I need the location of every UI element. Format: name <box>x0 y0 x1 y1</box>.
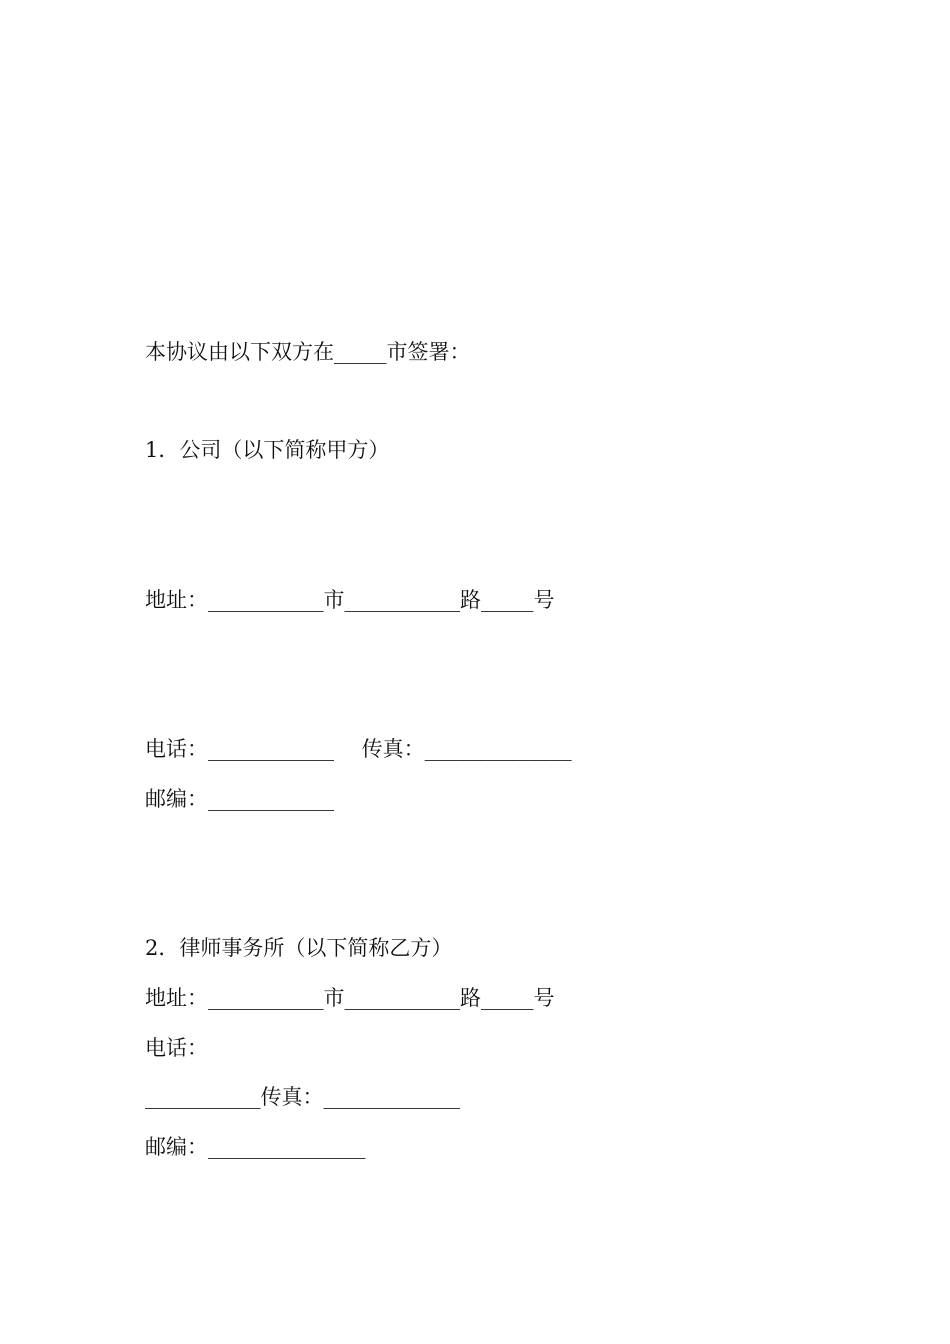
signing-location-line: 本协议由以下双方在_____市签署： <box>145 340 471 364</box>
party-a-heading: 1．公司（以下简称甲方） <box>145 438 390 462</box>
party-b-heading: 2．律师事务所（以下简称乙方） <box>145 936 453 960</box>
party-a-phone-fax-line: 电话：____________ 传真：______________ <box>145 737 572 761</box>
party-b-postcode-line: 邮编：_______________ <box>145 1135 366 1159</box>
party-a-postcode-line: 邮编：____________ <box>145 787 334 811</box>
party-b-phone-fax-line: ___________传真：_____________ <box>145 1085 460 1109</box>
party-a-address-line: 地址：___________市___________路_____号 <box>145 588 555 612</box>
party-b-phone-label: 电话： <box>145 1036 208 1060</box>
party-b-address-line: 地址：___________市___________路_____号 <box>145 986 555 1010</box>
